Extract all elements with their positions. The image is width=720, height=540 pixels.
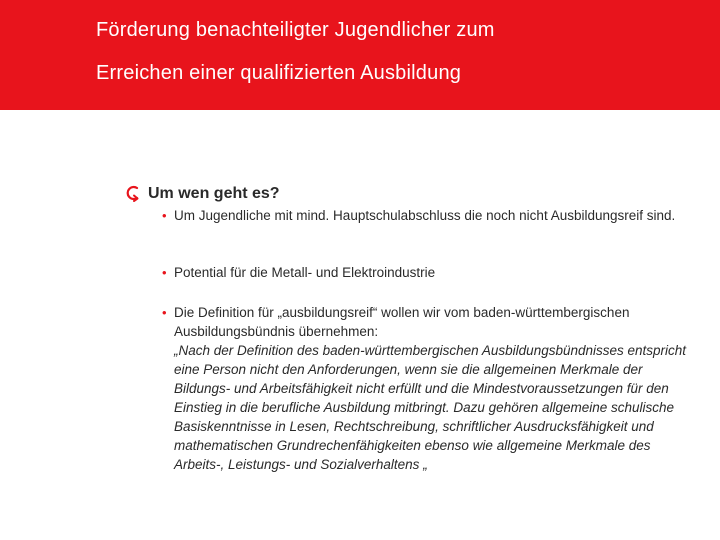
- section-heading-row: [126, 183, 706, 205]
- content-section: [126, 183, 706, 472]
- title-banner: [0, 0, 720, 110]
- bullet-dot-icon: •: [162, 208, 167, 223]
- page-title-line-1: Förderung benachteiligter Jugendlicher zum: [96, 19, 495, 41]
- bullet-text: Die Definition für „ausbildungsreif“ wollen wir vom baden-württembergischen Ausbildungsbündnis übernehmen:: [174, 305, 630, 339]
- bullet-item: [162, 263, 702, 282]
- bullet-item: [162, 206, 702, 225]
- page-title-line-2: Erreichen einer qualifizierten Ausbildung: [96, 62, 462, 84]
- bullet-dot-icon: •: [162, 265, 167, 280]
- curved-arrow-icon: [126, 185, 140, 203]
- definition-quote: „Nach der Definition des baden-württembergischen Ausbildungsbündnisses entspricht eine Person nicht den Anforderungen, wenn sie die allgemeinen Merkmale der Bildungs- und Arbeitsfähigkeit nicht erfüllt und die Mindestvoraussetzungen für den Einstieg in die berufliche Ausbildung mitbringt. Dazu gehören allgemeine schulische Basiskenntnisse in Lesen, Rechtschreibung, schriftlicher Ausdrucksfähigkeit und mathematischen Grundrechenfähigkeiten ebenso wie allgemeine Merkmale des Arbeits-, Leistungs- und Sozialverhaltens „: [174, 343, 687, 472]
- bullet-text: Um Jugendliche mit mind. Hauptschulabschluss die noch nicht Ausbildungsreif sind.: [174, 208, 676, 223]
- bullet-item: [162, 303, 702, 474]
- bullet-text: Potential für die Metall- und Elektroindustrie: [174, 265, 436, 280]
- bullet-dot-icon: •: [162, 305, 167, 320]
- section-heading: Um wen geht es?: [148, 185, 280, 202]
